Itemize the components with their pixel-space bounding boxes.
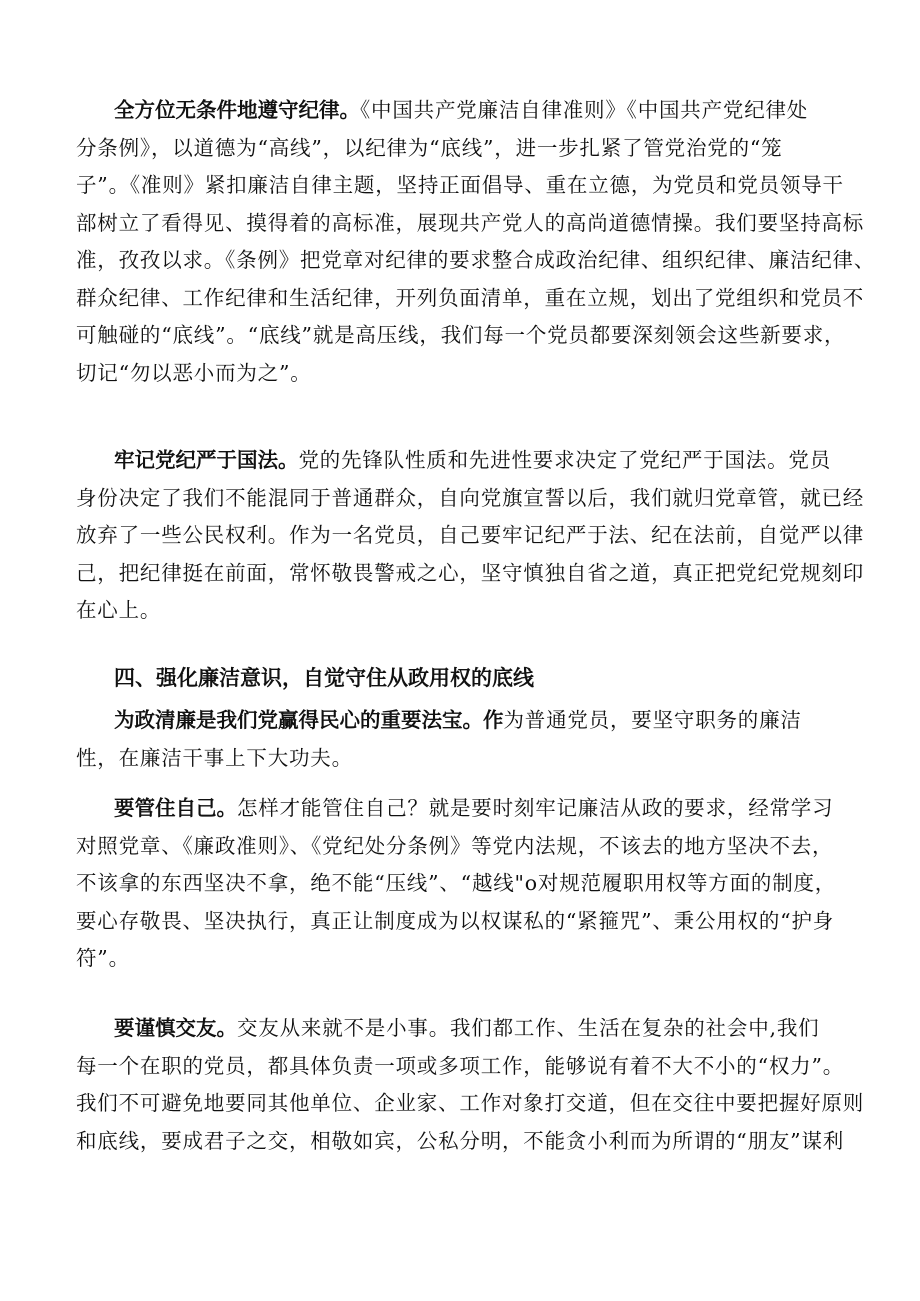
paragraph-line: 要心存敬畏、坚决执行，真正让制度成为以权谋私的“紧箍咒”、秉公用权的“护身: [76, 908, 835, 933]
paragraph-self-control: [76, 790, 876, 978]
paragraph-line: [76, 1010, 876, 1048]
paragraph-line: 可触碰的“底线”。“底线”就是高压线，我们每一个党员都要深刻领会这些新要求，: [76, 323, 846, 347]
paragraph-line: 部树立了看得见、摸得着的高标准，展现共产党人的高尚道德情操。我们要坚持高标: [76, 210, 865, 235]
paragraph-line: 我们不可避免地要同其他单位、企业家、工作对象打交道，但在交往中要把握好原则: [76, 1091, 865, 1115]
paragraph-lead: 要谨慎交友。: [114, 1016, 237, 1040]
paragraph-line: 准，孜孜以求。《条例》把党章对纪律的要求整合成政治纪律、组织纪律、廉洁纪律、: [76, 248, 876, 272]
paragraph-line: 己，把纪律挺在前面，常怀敬畏警戒之心，坚守慎独自省之道，真正把党纪党规刻印: [76, 560, 865, 585]
line-text: 怎样才能管住自己？就是要时刻牢记廉洁从政的要求，经常学习: [237, 796, 834, 820]
paragraph-line: 每一个在职的党员，都具体负责一项或多项工作，能够说有着不大不小的“权力”。: [76, 1053, 845, 1078]
paragraph-line: 性，在廉洁干事上下大功夫。: [76, 745, 353, 770]
paragraph-line: 放弃了一些公民权利。作为一名党员，自己要牢记纪严于法、纪在法前，自觉严以律: [76, 523, 865, 547]
paragraph-lead: 为政清廉是我们党赢得民心的重要法宝。作: [114, 708, 504, 732]
paragraph-line: 在心上。: [76, 598, 162, 622]
section-heading: 四、强化廉洁意识，自觉守住从政用权的底线: [114, 666, 534, 690]
line-text: 交友从来就不是小事。我们都工作、生活在复杂的社会中,我们: [237, 1016, 820, 1040]
paragraph-line: [76, 92, 876, 130]
line-text: 《中国共产党廉洁自律准则》《中国共产党纪律处: [360, 98, 809, 122]
paragraph-line: 分条例》，以道德为“高线”，以纪律为“底线”，进一步扎紧了管党治党的“笼: [76, 135, 783, 160]
paragraph-line: [76, 790, 876, 828]
paragraph-party-discipline: [76, 442, 876, 630]
paragraph-line: 身份决定了我们不能混同于普通群众，自向党旗宣誓以后，我们就归党章管，就已经: [76, 485, 865, 510]
paragraph-integrity: [76, 702, 876, 777]
paragraph-friendship: [76, 1010, 876, 1160]
paragraph-line: 切记“勿以恶小而为之”。: [76, 360, 312, 385]
paragraph-line: [76, 702, 876, 740]
paragraph-lead: 牢记党纪严于国法。: [114, 448, 299, 472]
paragraph-line: 子”。《准则》紧扣廉洁自律主题，坚持正面倡导、重在立德，为党员和党员领导干: [76, 173, 844, 197]
paragraph-line: 不该拿的东西坚决不拿，绝不能“压线”、“越线"o对规范履职用权等方面的制度，: [76, 871, 837, 895]
paragraph-line: 和底线，要成君子之交，相敬如宾，公私分明，不能贪小利而为所谓的“朋友”谋利: [76, 1128, 845, 1153]
paragraph-line: [76, 442, 876, 480]
paragraph-line: 对照党章、《廉政准则》、《党纪处分条例》等党内法规，不该去的地方坚决不去，: [76, 833, 834, 858]
line-text: 为普通党员，要坚守职务的廉洁: [503, 708, 802, 732]
paragraph-line: 符”。: [76, 946, 130, 970]
paragraph-lead: 要管住自己。: [114, 796, 237, 820]
line-text: 党的先锋队性质和先进性要求决定了党纪严于国法。党员: [298, 448, 831, 472]
paragraph-line: 群众纪律、工作纪律和生活纪律，开列负面清单，重在立规，划出了党组织和党员不: [76, 285, 865, 310]
paragraph-lead: 全方位无条件地遵守纪律。: [114, 98, 360, 122]
paragraph-discipline: [76, 92, 876, 392]
